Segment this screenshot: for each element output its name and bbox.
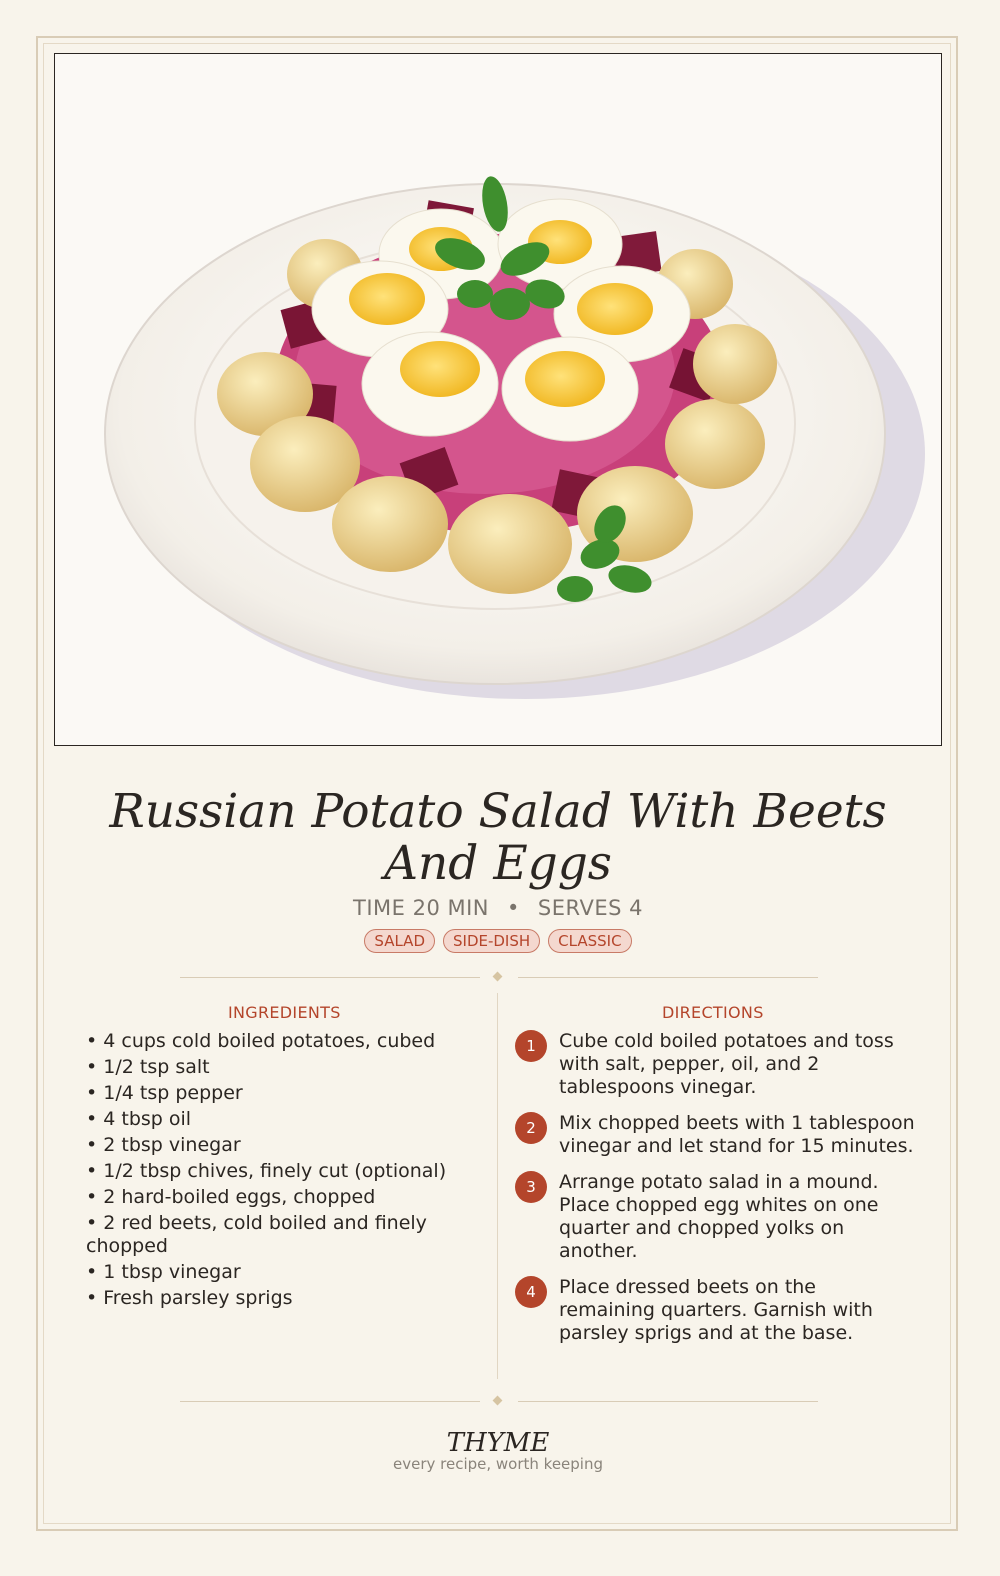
step-number: 3 bbox=[515, 1171, 547, 1203]
ingredients-heading: INGREDIENTS bbox=[228, 1003, 341, 1022]
ingredients-list bbox=[86, 1030, 466, 1313]
step-text: Cube cold boiled potatoes and toss with salt, pepper, oil, and 2 tablespoons vinegar. bbox=[559, 1030, 894, 1098]
step-number: 2 bbox=[515, 1112, 547, 1144]
column-divider bbox=[497, 993, 498, 1379]
step-text: Arrange potato salad in a mound. Place chopped egg whites on one quarter and chopped yolks on another. bbox=[559, 1171, 879, 1262]
directions-list bbox=[515, 1030, 915, 1358]
step-text: Mix chopped beets with 1 tablespoon vinegar and let stand for 15 minutes. bbox=[559, 1112, 915, 1157]
tag-salad[interactable]: SALAD bbox=[364, 929, 435, 953]
brand-tagline: every recipe, worth keeping bbox=[392, 1455, 603, 1473]
recipe-title: Russian Potato Salad With Beets And Eggs bbox=[109, 784, 887, 891]
diamond-ornament-icon bbox=[493, 972, 503, 982]
serves-label: SERVES 4 bbox=[537, 896, 643, 920]
ingredient-item: • 1/4 tsp pepper bbox=[86, 1082, 466, 1105]
time-label: TIME 20 MIN bbox=[353, 896, 490, 920]
meta-separator: • bbox=[507, 896, 520, 920]
tag-side-dish[interactable]: SIDE-DISH bbox=[443, 929, 540, 953]
ingredient-item: • 4 cups cold boiled potatoes, cubed bbox=[86, 1030, 466, 1053]
recipe-photo bbox=[54, 53, 942, 746]
direction-step bbox=[515, 1030, 915, 1099]
ingredient-item: • 2 red beets, cold boiled and finely chopped bbox=[86, 1212, 466, 1258]
tag-classic[interactable]: CLASSIC bbox=[548, 929, 631, 953]
step-number: 4 bbox=[515, 1276, 547, 1308]
step-number: 1 bbox=[515, 1030, 547, 1062]
direction-step bbox=[515, 1112, 915, 1158]
top-divider bbox=[180, 972, 818, 984]
tag-list bbox=[0, 929, 996, 953]
diamond-ornament-icon bbox=[493, 1396, 503, 1406]
ingredient-item: • 1/2 tbsp chives, finely cut (optional) bbox=[86, 1160, 466, 1183]
directions-heading: DIRECTIONS bbox=[662, 1003, 764, 1022]
ingredient-item: • 1 tbsp vinegar bbox=[86, 1261, 466, 1284]
ingredient-item: • 1/2 tsp salt bbox=[86, 1056, 466, 1079]
direction-step bbox=[515, 1276, 915, 1345]
ingredient-item: • 2 hard-boiled eggs, chopped bbox=[86, 1186, 466, 1209]
step-text: Place dressed beets on the remaining quarters. Garnish with parsley sprigs and at the base. bbox=[559, 1276, 873, 1344]
brand-name: THYME bbox=[446, 1428, 550, 1458]
direction-step bbox=[515, 1171, 915, 1263]
ingredient-item: • 2 tbsp vinegar bbox=[86, 1134, 466, 1157]
bottom-divider bbox=[180, 1396, 818, 1408]
recipe-meta bbox=[0, 896, 996, 920]
ingredient-item: • Fresh parsley sprigs bbox=[86, 1287, 466, 1310]
ingredient-item: • 4 tbsp oil bbox=[86, 1108, 466, 1131]
